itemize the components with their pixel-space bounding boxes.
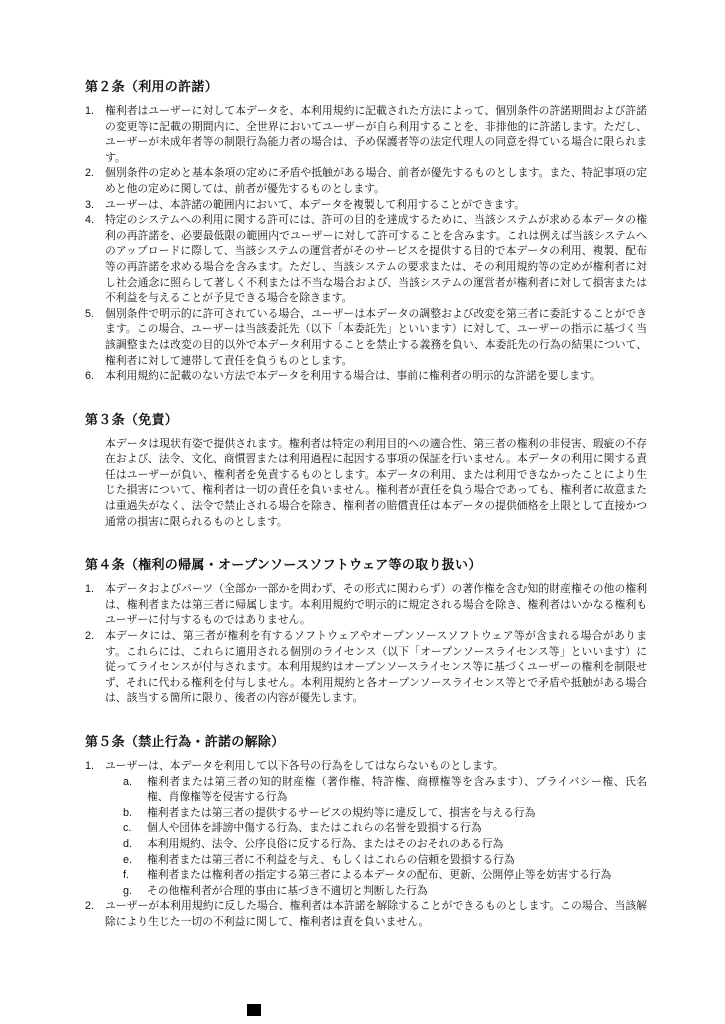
list-item-text: ユーザーは、本データを利用して以下各号の行為をしてはならないものとします。 — [105, 760, 504, 772]
sub-list-item-letter: b. — [123, 806, 133, 819]
section-article-5 — [85, 733, 647, 931]
list-item-text: ユーザーは、本許諾の範囲内において、本データを複製して利用することができます。 — [105, 198, 525, 211]
list-item — [85, 166, 647, 197]
sub-list-item-letter: c. — [123, 822, 132, 835]
list-item — [85, 899, 647, 930]
list-item — [85, 198, 647, 214]
sub-list-item-text: 本利用規約、法令、公序良俗に反する行為、またはそのおそれのある行為 — [147, 837, 504, 850]
section-article-3 — [85, 411, 647, 531]
list-item-number: 2. — [85, 167, 95, 180]
list-item-number: 1. — [85, 105, 95, 117]
list-item-text: 本データには、第三者が権利を有するソフトウェアやオープンソースソフトウェア等が含まれる場合があります。これらには、これらに適用される個別のライセンス（以下「オープンソースライセンス等」といいます）に従ってライセンスが付与されます。本利用規約はオープンソースライセンス等に基づくユーザーの権利を制限せず、それに代わる権利を付与しません。本利用規約と各オープンソースライセンス等とで矛盾や抵触がある場合は、該当する箇所に限り、後者の内容が優先します。 — [105, 630, 647, 705]
sub-list-item-letter: a. — [123, 775, 133, 788]
section-heading: 第２条（利用の許諾） — [85, 79, 219, 94]
sub-list-item — [123, 853, 647, 869]
sub-list-item — [123, 806, 647, 822]
sub-list-item-text: 権利者または第三者の知的財産権（著作権、特許権、商標権等を含みます）、プライバシー権、氏名権、肖像権等を侵害する行為 — [147, 775, 647, 804]
list-item — [85, 213, 647, 307]
sub-list-item — [123, 868, 647, 884]
list-item — [85, 307, 647, 369]
list-item-text: 個別条件の定めと基本条項の定めに矛盾や抵触がある場合、前者が優先するものとします。また、特記事項の定めと他の定めに関しては、前者が優先するものとします。 — [105, 167, 647, 195]
list-item-number: 6. — [85, 370, 95, 383]
section-article-2 — [85, 78, 647, 385]
sub-list-item — [123, 821, 647, 837]
sub-list-item-text: 権利者または権利者の指定する第三者による本データの配布、更新、公開停止等を妨害する行為 — [147, 869, 612, 882]
sub-list-item-letter: f. — [123, 869, 129, 882]
list-item-number: 2. — [85, 630, 95, 643]
sub-list-item-text: その他権利者が合理的事由に基づき不適切と判断した行為 — [147, 884, 428, 897]
list-item-number: 1. — [85, 760, 95, 772]
list-item-text: 権利者はユーザーに対して本データを、本利用規約に記載された方法によって、個別条件の許諾期間および許諾の変更等に記載の期間内に、全世界においてユーザーが自ら利用することを、非排他的に許諾します。ただし、ユーザーが未成年者等の制限行為能力者の場合は、予め保護者等の法定代理人の同意を得ている場合に限られます。 — [105, 105, 647, 164]
list-item-text: 本利用規約に記載のない方法で本データを利用する場合は、事前に権利者の明示的な許諾を要します。 — [105, 370, 601, 383]
list-item-text: ユーザーが本利用規約に反した場合、権利者は本許諾を解除することができるものとします。この場合、当該解除により生じた一切の不利益に関して、権利者は責を負いません。 — [105, 900, 647, 928]
list-item — [85, 369, 647, 385]
list-item — [85, 104, 647, 166]
list-item — [85, 582, 647, 629]
list-item-text: 個別条件で明示的に許可されている場合、ユーザーは本データの調整および改変を第三者に委託することができます。この場合、ユーザーは当該委託先（以下「本委託先」といいます）に対して、ユーザーの指示に基づく当該調整または改変の目的以外で本データ利用することを禁止する義務を負い、本委託先の行為の結果について、権利者に対して連帯して責任を負うものとします。 — [105, 307, 647, 367]
list-item-text: 本データおよびパーツ（全部か一部かを問わず、その形式に関わらず）の著作権を含む知的財産権その他の権利は、権利者または第三者に帰属します。本利用規約で明示的に規定される場合を除き、権利者はいかなる権利もユーザーに付与するものではありません。 — [105, 583, 647, 627]
list-item-number: 4. — [85, 214, 95, 227]
list-item-number: 1. — [85, 583, 95, 596]
section-heading: 第５条（禁止行為・許諾の解除） — [85, 734, 285, 749]
list-item-number: 5. — [85, 307, 95, 320]
sub-list-item-letter: e. — [123, 853, 133, 866]
section-paragraph: 本データは現状有姿で提供されます。権利者は特定の利用目的への適合性、第三者の権利の非侵害、瑕疵の不存在および、法令、文化、商慣習または利用過程に起因する事項の保証を行いません。本データの利用に関する責任はユーザーが負い、権利者を免責するものとします。本データの利用、または利用できなかったことにより生じた損害について、権利者は一切の責任を負いません。権利者が責任を負う場合であっても、権利者に故意または重過失がなく、法令で禁止される場合を除き、権利者の賠償責任は本データの提供価格を上限として直接かつ通常の損害に限られるものとします。 — [105, 437, 647, 528]
list-item — [85, 629, 647, 707]
sub-list-item-text: 権利者または第三者に不利益を与え、もしくはこれらの信頼を毀損する行為 — [147, 853, 515, 866]
list-item-text: 特定のシステムへの利用に関する許可には、許可の目的を達成するために、当該システムが求める本データの権利の再許諾を、必要最低限の範囲内でユーザーに対して許可することを含みます。これは例えば当該システムへのアップロードに際して、当該システムの運営者がそのサービスを提供する目的で本データの利用、複製、配布等の再許諾を求める場合を含みます。ただし、当該システムの要求または、その利用規約等の定めが権利者に対し社会通念に照らして著しく不利または不当な場合および、当該システムの運営者が権利者に対して損害または不利益を与えることが予見できる場合を除きます。 — [105, 214, 647, 305]
sub-list-item-text: 権利者または第三者の提供するサービスの規約等に違反して、損害を与える行為 — [147, 806, 536, 819]
list-item-number: 2. — [85, 900, 95, 913]
section-heading: 第３条（免責） — [85, 411, 179, 427]
list-item — [85, 759, 647, 775]
sub-list-item — [123, 775, 647, 806]
sub-list-item — [123, 884, 647, 900]
section-heading: 第４条（権利の帰属・オープンソースソフトウェア等の取り扱い） — [85, 557, 482, 573]
list-item-number: 3. — [85, 198, 95, 211]
footer-mark — [247, 1004, 261, 1016]
section-article-4 — [85, 556, 647, 707]
sub-list-item — [123, 837, 647, 853]
sub-list-item-letter: d. — [123, 837, 133, 850]
document-body — [85, 78, 647, 931]
sub-list-item-text: 個人や団体を誹謗中傷する行為、またはこれらの名誉を毀損する行為 — [147, 822, 482, 835]
sub-list-item-letter: g. — [123, 884, 133, 897]
